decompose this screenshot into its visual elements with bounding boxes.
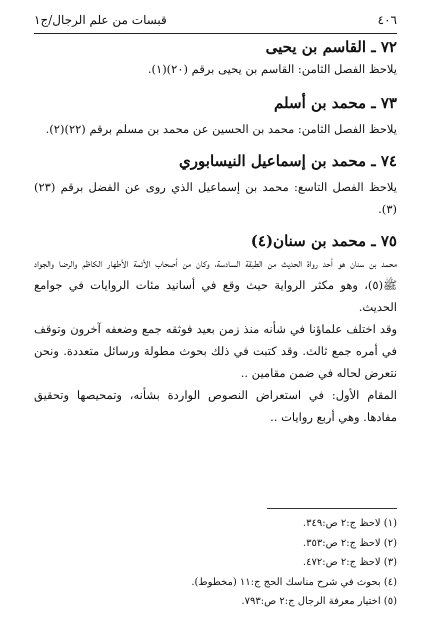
footnote-3: (٣) لاحظ ج:٢ ص:٤٧٢. <box>302 557 397 568</box>
footnote-1: (١) لاحظ ج:٢ ص:٣٤٩. <box>302 518 397 529</box>
entry-75-paragraph-1: محمد بن سنان هو أحد رواة الحديث من الطبقة السادسة، وكان من أصحاب الأئمة الأطهار الكاظم والرضا والجواد ﷺ(٥)، وهو مكثر الرواية حيث وقع في أسانيد مئات الروايات في جوامع الحديث. <box>34 256 397 314</box>
entry-73-heading: ٧٣ ـ محمد بن أسلم <box>274 94 397 112</box>
page-number: ٤٠٦ <box>377 13 397 27</box>
entry-72-heading: ٧٢ ـ القاسم بن يحيى <box>265 38 397 56</box>
entry-75-paragraph-3: المقام الأول: في استعراض النصوص الواردة بشأنه، وتمحيصها وتحقيق مفادها. وهي أربع روايات .. <box>34 388 397 424</box>
page-body <box>34 36 397 428</box>
running-title: قبسات من علم الرجال/ج١ <box>34 13 167 27</box>
entry-74-heading: ٧٤ ـ محمد بن إسماعيل النيسابوري <box>179 152 397 170</box>
entry-74-text: يلاحظ الفصل التاسع: محمد بن إسماعيل الذي روى عن الفضل برقم (٢٣)(٣). <box>34 180 397 216</box>
entry-75-heading: ٧٥ ـ محمد بن سنان(٤) <box>250 232 397 250</box>
entry-72-text: يلاحظ الفصل الثامن: القاسم بن يحيى برقم (٢٠)(١). <box>147 62 397 76</box>
footnote-divider <box>267 508 397 509</box>
header-divider <box>34 33 397 34</box>
footnote-2: (٢) لاحظ ج:٢ ص:٣٥٣. <box>302 537 397 549</box>
page-header <box>34 10 397 30</box>
footnote-4: (٤) بحوث في شرح مناسك الحج ج:١١ (مخطوط). <box>191 576 397 588</box>
entry-73-text: يلاحظ الفصل الثامن: محمد بن الحسين عن محمد بن مسلم برقم (٢٢)(٢). <box>45 122 397 136</box>
footnote-5: (٥) اختيار معرفة الرجال ج:٢ ص:٧٩٣. <box>241 596 397 607</box>
entry-75-paragraph-2: وقد اختلف علماؤنا في شأنه منذ زمن بعيد فوثقه جمع وضعفه آخرون وتوقف في أمره جمع ثالث. وقد كتبت في ذلك بحوث مطولة ورسائل متعددة. ونحن نتعرض لحاله في ضمن مقامين .. <box>34 322 397 380</box>
footnotes <box>34 514 397 612</box>
